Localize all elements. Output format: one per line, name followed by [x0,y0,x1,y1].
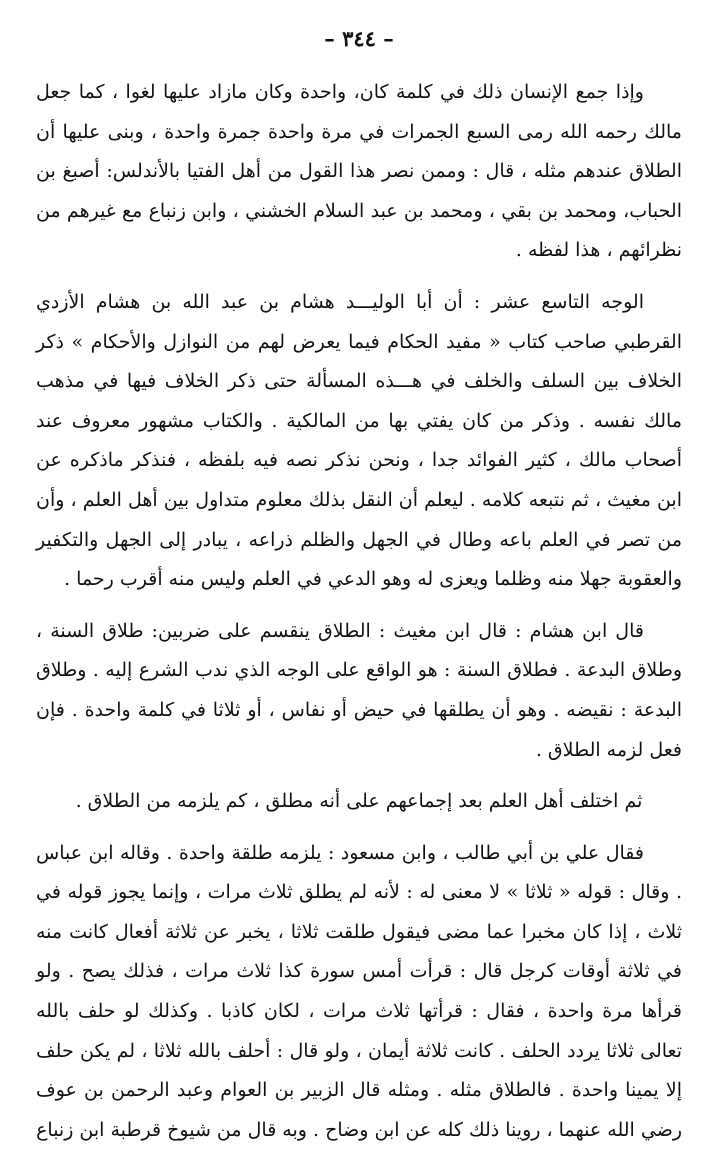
paragraph-opening: وإذا جمع الإنسان ذلك في كلمة كان، واحدة وكان مازاد عليها لغوا ، كما جعل مالك رحمه الله رمى السبع الجمرات في مرة واحدة جمرة واحدة ، وبنى عليها أن الطلاق عندهم مثله ، قال : وممن نصر هذا القول من أهل الفتيا بالأندلس: أصبغ بن الحباب، ومحمد بن بقي ، ومحمد بن عبد السلام الخشني ، وابن زنباع مع غيرهم من نظرائهم ، هذا لفظه . [36,81,682,262]
page-number: – ٣٤٤ – [324,26,394,51]
book-page [36,26,682,1141]
paragraph-nineteenth-aspect: الوجه التاسع عشر : أن أبا الوليـــد هشام بن عبد الله بن هشام الأزدي القرطبي صاحب كتاب « مفيد الحكام فيما يعرض لهم من النوازل والأحكام » ذكر الخلاف بين السلف والخلف في هـــذه المسألة حتى ذكر الخلاف فيها في مذهب مالك نفسه . وذكر من كان يفتي بها من المالكية . والكتاب مشهور معروف عند أصحاب مالك ، كثير الفوائد جدا ، ونحن نذكر نصه فيه بلفظه ، فنذكر ماذكره عن ابن مغيث ، ثم نتبعه كلامه . ليعلم أن النقل بذلك معلوم متداول بين أهل العلم ، وأن من تصر في العلم باعه وطال في الجهل والظلم ذراعه ، يبادر إلى الجهل والتكفير والعقوبة جهلا منه وظلما ويعزى له وهو الدعي في العلم وليس منه أقرب رحما . [36,290,682,591]
paragraph-scholars-disagreement: ثم اختلف أهل العلم بعد إجماعهم على أنه مطلق ، كم يلزمه من الطلاق . [75,790,643,813]
paragraph-ibn-hisham: قال ابن هشام : قال ابن مغيث : الطلاق ينقسم على ضربين: طلاق السنة ، وطلاق البدعة . فطلاق السنة : هو الواقع على الوجه الذي ندب الشرع إليه . وطلاق البدعة : نقيضه . وهو أن يطلقها في حيض أو نفاس ، أو ثلاثا في كلمة واحدة . فإن فعل لزمه الطلاق . [36,619,682,761]
paragraph-ali-ibn-masud: فقال علي بن أبي طالب ، وابن مسعود : يلزمه طلقة واحدة . وقاله ابن عباس . وقال : قوله « ثلاثا » لا معنى له : لأنه لم يطلق ثلاث مرات ، وإنما يجوز قوله في ثلاث ، إذا كان مخبرا عما مضى فيقول طلقت ثلاثا ، يخبر عن ثلاثة أفعال كانت منه في ثلاثة أوقات كرجل قال : قرأت أمس سورة كذا ثلاث مرات ، فذلك يصح . ولو قرأها مرة واحدة ، فقال : قرأتها ثلاث مرات ، لكان كاذبا . وكذلك لو حلف بالله تعالى ثلاثا يردد الحلف . كانت ثلاثة أيمان ، ولو قال : أحلف بالله ثلاثا ، لم يكن حلف إلا يمينا واحدة . فالطلاق مثله . ومثله قال الزبير بن العوام وعبد الرحمن بن عوف رضي الله عنهما ، روينا ذلك كله عن ابن وضاح . وبه قال من شيوخ قرطبة ابن زنباع [36,841,682,1141]
